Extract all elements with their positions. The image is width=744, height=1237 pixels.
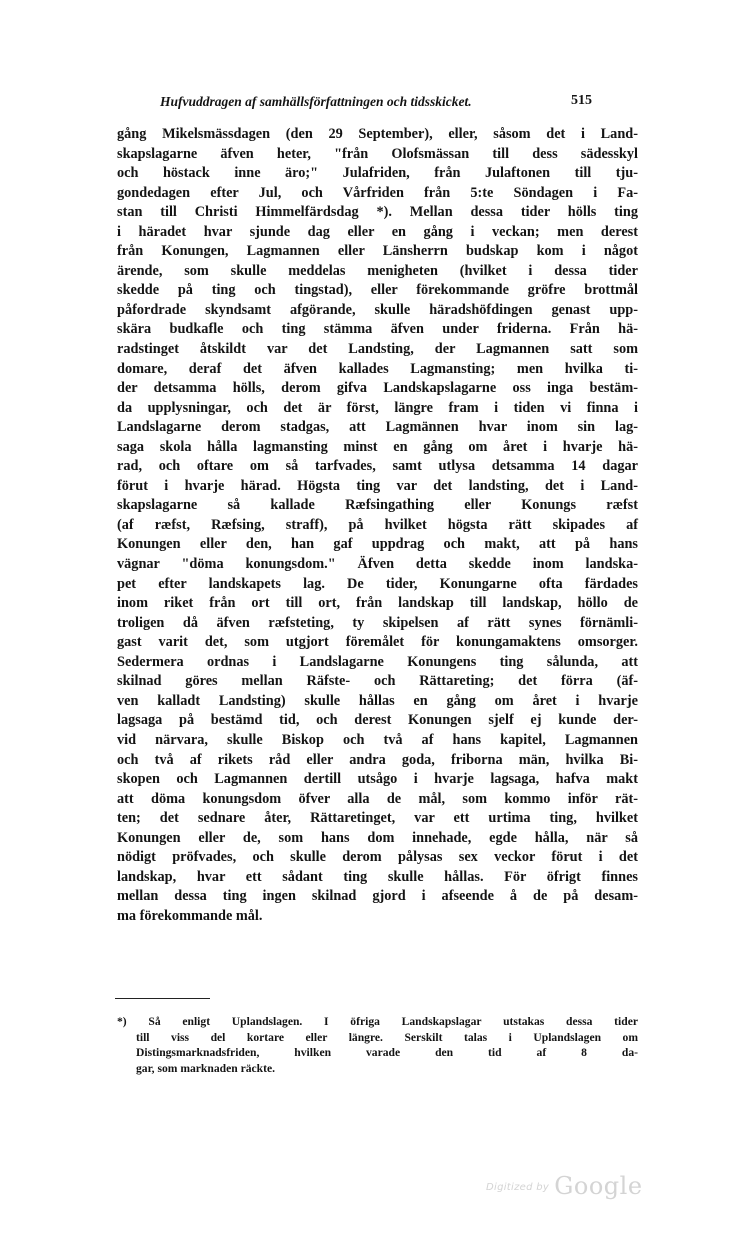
text-line: ma förekommande mål. bbox=[117, 907, 263, 924]
text-line: ärende, som skulle meddelas menigheten (hvilket i dessa tider bbox=[117, 262, 638, 279]
text-line: och två af rikets råd eller andra goda, friborna män, hvilka Bi- bbox=[117, 751, 638, 768]
text-line: Konungen eller de, som hans dom innehade, egde hålla, när så bbox=[117, 829, 638, 846]
text-line: att döma konungsdom öfver alla de mål, som kommo inför rät- bbox=[117, 790, 638, 807]
footnote-line: till viss del kortare eller längre. Serskilt talas i Uplandslagen om bbox=[136, 1030, 638, 1044]
text-line: stan till Christi Himmelfärdsdag *). Mellan dessa tider hölls ting bbox=[117, 204, 638, 221]
text-line: skapslagarne äfven heter, "från Olofsmässan till dess sädesskyl bbox=[117, 145, 638, 162]
text-line: radstinget åtskildt var det Landsting, der Lagmannen satt som bbox=[117, 341, 638, 358]
text-line: inom riket från ort till ort, från landskap till landskap, höllo de bbox=[117, 595, 638, 612]
footnote-block bbox=[117, 1014, 638, 1076]
text-line: förut i hvarje härad. Högsta ting var det landsting, det i Land- bbox=[117, 477, 638, 494]
text-line: domare, deraf det äfven kallades Lagmansting; men hvilka ti- bbox=[117, 360, 638, 377]
text-line: skapslagarne så kallade Ræfsingathing eller Konungs ræfst bbox=[117, 497, 638, 514]
page-number: 515 bbox=[571, 93, 592, 108]
text-line: gast varit det, som utgjort föremålet för konungamaktens omsorger. bbox=[117, 634, 638, 651]
watermark-brand-logo: Google bbox=[554, 1172, 643, 1200]
text-line: skopen och Lagmannen dertill utsågo i hvarje lagsaga, hafva makt bbox=[117, 771, 638, 788]
text-line: ten; det sednare åter, Rättaretinget, var ett urtima ting, hvilket bbox=[117, 810, 638, 827]
text-line: skilnad göres mellan Räfste- och Rättareting; det förra (äf- bbox=[117, 673, 638, 690]
text-line: Konungen eller den, han gaf uppdrag och makt, att på hans bbox=[117, 536, 638, 553]
text-line: da upplysningar, och det är först, längre fram i tiden vi finna i bbox=[117, 399, 638, 416]
running-head: Hufvuddragen af samhällsförfattningen och tidsskicket. bbox=[160, 94, 472, 109]
watermark-prefix: Digitized by bbox=[486, 1182, 550, 1193]
text-line: och höstack inne äro;" Julafriden, från Julaftonen till tju- bbox=[117, 165, 638, 182]
footnote-line: gar, som marknaden räckte. bbox=[136, 1061, 276, 1075]
text-line: vid närvara, skulle Biskop och två af hans kapitel, Lagmannen bbox=[117, 731, 638, 748]
footnote-line: Distingsmarknadsfriden, hvilken varade den tid af 8 da- bbox=[136, 1046, 638, 1059]
text-line: (af ræfst, Ræfsing, straff), på hvilket högsta rätt skipades af bbox=[117, 516, 638, 533]
digitization-watermark bbox=[486, 1172, 643, 1200]
text-line: lagsaga på bestämd tid, och derest Konungen sjelf ej kunde der- bbox=[117, 712, 638, 729]
main-text-block bbox=[117, 125, 638, 926]
text-line: gondedagen efter Jul, och Vårfriden från 5:te Söndagen i Fa- bbox=[117, 184, 638, 201]
text-line: mellan dessa ting ingen skilnad gjord i afseende å de på desam- bbox=[117, 888, 638, 905]
text-line: i häradet hvar sjunde dag eller en gång i veckan; men derest bbox=[117, 223, 638, 240]
text-line: Sedermera ordnas i Landslagarne Konungens ting sålunda, att bbox=[117, 653, 638, 670]
text-line: skära budkafle och ting stämma äfven under friderna. Från hä- bbox=[117, 321, 638, 338]
text-line: ven kalladt Landsting) skulle hållas en gång om året i hvarje bbox=[117, 692, 638, 709]
text-line: vägnar "döma konungsdom." Äfven detta skedde inom landska- bbox=[117, 556, 638, 573]
text-line: skedde på ting och tingstad), eller förekommande gröfre brottmål bbox=[117, 282, 638, 299]
text-line: Landslagarne derom stadgas, att Lagmännen hvar inom sin lag- bbox=[117, 419, 638, 436]
text-line: rad, och oftare om så tarfvades, samt utlysa detsamma 14 dagar bbox=[117, 458, 638, 475]
footnote-separator-rule bbox=[115, 998, 210, 999]
text-line: saga skola hålla lagmansting minst en gång om året i hvarje hä- bbox=[117, 438, 638, 455]
text-line: troligen då äfven ræfsteting, ty skipelsen af rätt synes förnämli- bbox=[117, 614, 638, 631]
footnote-line: *) Så enligt Uplandslagen. I öfriga Landskapslagar utstakas dessa tider bbox=[117, 1015, 638, 1028]
text-line: från Konungen, Lagmannen eller Länsherrn budskap kom i något bbox=[117, 243, 638, 260]
text-line: pet efter landskapets lag. De tider, Konungarne ofta färdades bbox=[117, 575, 638, 592]
text-line: påfordrade skyndsamt afgörande, skulle häradshöfdingen genast upp- bbox=[117, 301, 638, 318]
text-line: nödigt pröfvades, och skulle derom pålysas sex veckor förut i det bbox=[117, 849, 638, 866]
text-line: der detsamma hölls, derom gifva Landskapslagarne oss inga bestäm- bbox=[117, 380, 638, 397]
text-line: landskap, hvar ett sådant ting skulle hållas. För öfrigt finnes bbox=[117, 868, 638, 885]
text-line: gång Mikelsmässdagen (den 29 September), eller, såsom det i Land- bbox=[117, 126, 638, 142]
